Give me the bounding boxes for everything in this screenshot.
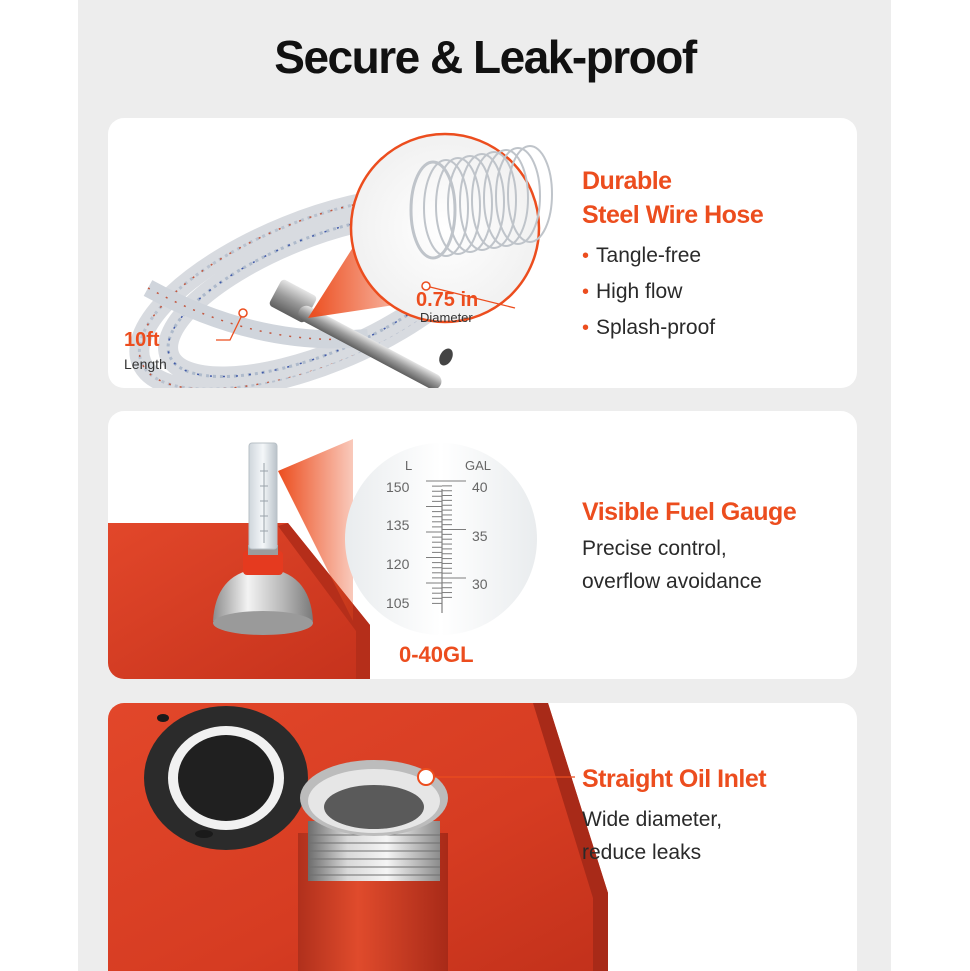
diameter-value: 0.75 in — [416, 289, 479, 311]
hose-feature-card — [108, 118, 857, 388]
hose-feature-list — [582, 238, 715, 346]
inlet-desc-line1: Wide diameter, — [582, 808, 723, 831]
scale-right-unit: GAL — [465, 458, 492, 473]
scale-right-tick-label: 30 — [472, 576, 488, 592]
gauge-desc-line1: Precise control, — [582, 537, 727, 560]
hose-title-line1: Durable — [582, 167, 672, 195]
list-item — [582, 310, 715, 346]
scale-right-tick-label: 40 — [472, 479, 488, 495]
bullet-text: Splash-proof — [596, 316, 716, 339]
scale-left-tick-label: 120 — [386, 556, 410, 572]
scale-left-tick-label: 135 — [386, 517, 410, 533]
gauge-tube — [249, 443, 277, 549]
inlet-neck — [298, 760, 448, 971]
inlet-feature-card — [108, 703, 857, 971]
inlet-cap — [144, 706, 308, 850]
scale-left-unit: L — [405, 458, 413, 473]
inlet-description — [582, 803, 722, 869]
bullet-dot: • — [582, 281, 590, 303]
hose-illustration — [108, 118, 857, 388]
length-label: Length — [124, 356, 167, 372]
gauge-feature-card — [108, 411, 857, 679]
scale-left-tick-label: 105 — [386, 595, 410, 611]
inlet-title: Straight Oil Inlet — [582, 765, 767, 793]
bullet-text: Tangle-free — [596, 244, 702, 267]
length-value: 10ft — [124, 329, 160, 351]
bullet-text: High flow — [596, 280, 683, 303]
gauge-zoom-circle — [345, 443, 537, 635]
scale-left-tick-label: 150 — [386, 479, 410, 495]
inlet-illustration — [108, 703, 857, 971]
gauge-desc-line2: overflow avoidance — [582, 570, 762, 593]
gauge-title: Visible Fuel Gauge — [582, 498, 797, 526]
gauge-range-label: 0-40GL — [399, 642, 474, 667]
diameter-label: Diameter — [420, 310, 473, 325]
page-title: Secure & Leak-proof — [274, 31, 696, 83]
gauge-description — [582, 532, 762, 598]
bullet-dot: • — [582, 245, 590, 267]
bullet-dot: • — [582, 317, 590, 339]
inlet-desc-line2: reduce leaks — [582, 841, 702, 864]
scale-right-tick-label: 35 — [472, 528, 488, 544]
inlet-callout-dot — [418, 769, 434, 785]
hose-title-line2: Steel Wire Hose — [582, 201, 764, 229]
length-callout-dot — [239, 309, 247, 317]
list-item — [582, 274, 715, 310]
hose-title — [582, 164, 763, 232]
list-item — [582, 238, 715, 274]
